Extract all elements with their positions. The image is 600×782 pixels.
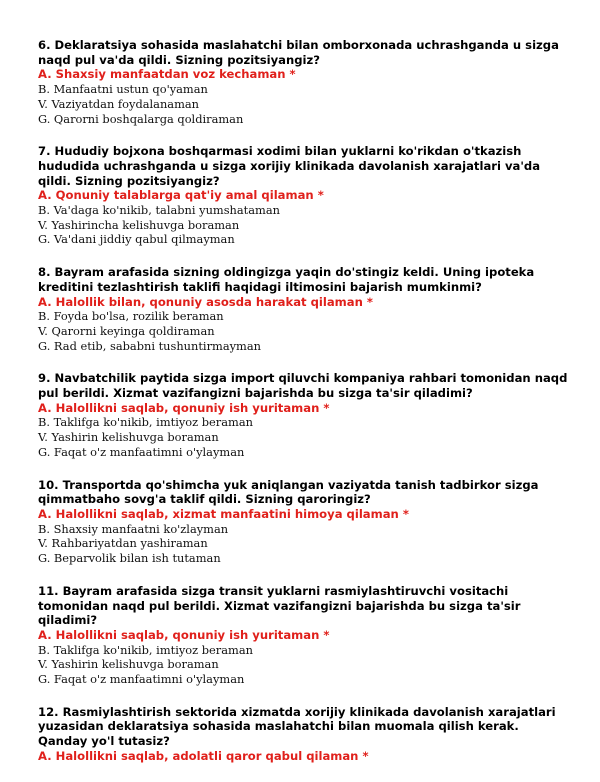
answer-option: V. Qarorni keyinga qoldiraman: [38, 323, 215, 338]
answer-option: G. Va'dani jiddiy qabul qilmayman: [38, 232, 235, 247]
answer-option: G. Faqat o'z manfaatimni o'ylayman: [38, 444, 245, 459]
answer-option: G. Rad etib, sababni tushuntirmayman: [38, 338, 261, 353]
answer-option: G. Qarorni boshqalarga qoldiraman: [38, 111, 244, 126]
answer-option: B. Shaxsiy manfaatni ko'zlayman: [38, 521, 229, 536]
question-text: 9. Navbatchilik paytida sizga import qiluvchi kompaniya rahbari tomonidan naqd pul berildi. Xizmat vazifangizni bajarishda bu sizga ta'sir qiladimi?: [38, 371, 568, 401]
question-block: [38, 38, 568, 126]
answer-option: B. Va'daga ko'nikib, talabni yumshataman: [38, 203, 280, 218]
answer-option: B. Foyda bo'lsa, rozilik beraman: [38, 309, 224, 324]
answer-option-correct: A. Halollik bilan, qonuniy asosda harakat qilaman *: [38, 294, 373, 309]
answer-option: V. Rahbariyatdan yashiraman: [38, 536, 208, 551]
question-block: [38, 371, 568, 459]
answer-option-correct: A. Halollikni saqlab, adolatli qaror qabul qilaman *: [38, 748, 369, 763]
question-block: [38, 265, 568, 353]
question-text: 10. Transportda qo'shimcha yuk aniqlangan vaziyatda tanish tadbirkor sizga qimmatbaho sovg'a taklif qildi. Sizning qaroringiz?: [38, 477, 539, 507]
answer-option-correct: A. Halollikni saqlab, qonuniy ish yuritaman *: [38, 627, 330, 642]
answer-option: V. Yashirin kelishuvga boraman: [38, 657, 219, 672]
answer-option: V. Yashirin kelishuvga boraman: [38, 430, 219, 445]
question-block: [38, 584, 568, 687]
answer-option-correct: A. Halollikni saqlab, qonuniy ish yuritaman *: [38, 400, 330, 415]
answer-option-correct: A. Shaxsiy manfaatdan voz kechaman *: [38, 67, 296, 82]
question-block: [38, 144, 568, 247]
answer-option: G. Beparvolik bilan ish tutaman: [38, 551, 221, 566]
answer-option: V. Vaziyatdan foydalanaman: [38, 96, 200, 111]
question-block: [38, 705, 568, 764]
answer-option: B. Taklifga ko'nikib, imtiyoz beraman: [38, 642, 253, 657]
answer-option-correct: A. Halollikni saqlab, xizmat manfaatini himoya qilaman *: [38, 506, 409, 521]
question-text: 12. Rasmiylashtirish sektorida xizmatda xorijiy klinikada davolanish xarajatlari yuzasidan deklaratsiya sohasida maslahatchi bilan muomala qilish kerak. Qanday yo'l tutasiz?: [38, 704, 556, 749]
answer-option: B. Manfaatni ustun qo'yaman: [38, 82, 208, 97]
answer-option-correct: A. Qonuniy talablarga qat'iy amal qilaman *: [38, 188, 324, 203]
answer-option: V. Yashirincha kelishuvga boraman: [38, 217, 240, 232]
answer-option: G. Faqat o'z manfaatimni o'ylayman: [38, 672, 245, 687]
answer-option: B. Taklifga ko'nikib, imtiyoz beraman: [38, 415, 253, 430]
question-text: 7. Hududiy bojxona boshqarmasi xodimi bilan yuklarni ko'rikdan o'tkazish hududida uchrashganda u sizga xorijiy klinikada davolanish xarajatlari va'da qildi. Sizning pozitsiyangiz?: [38, 144, 541, 188]
question-text: 6. Deklaratsiya sohasida maslahatchi bilan omborxonada uchrashganda u sizga naqd pul va'da qildi. Sizning pozitsiyangiz?: [38, 38, 559, 67]
document-page: [38, 38, 568, 782]
question-block: [38, 478, 568, 566]
question-text: 8. Bayram arafasida sizning oldingizga yaqin do'stingiz keldi. Uning ipoteka kreditini tezlashtirish taklifi haqidagi iltimosini bajarish mumkinmi?: [38, 265, 535, 294]
question-text: 11. Bayram arafasida sizga transit yuklarni rasmiylashtiruvchi vositachi tomonidan naqd pul berildi. Xizmat vazifangizni bajarishda bu sizga ta'sir qiladimi?: [38, 583, 521, 628]
